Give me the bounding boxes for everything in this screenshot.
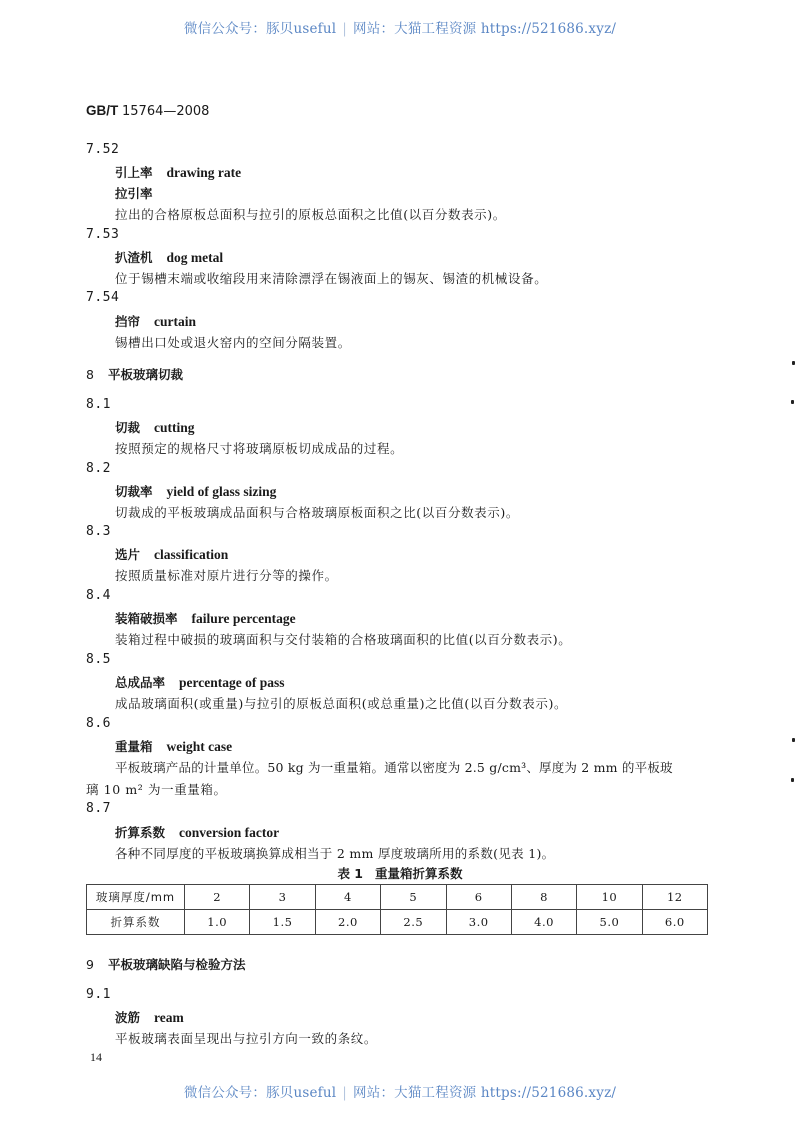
term-en: yield of glass sizing — [166, 484, 277, 499]
standard-prefix: GB/T — [86, 103, 119, 118]
watermark-website: 网站：大猫工程资源 https://521686.xyz/ — [353, 1085, 617, 1101]
table-cell: 3 — [250, 885, 315, 910]
term-zh: 装箱破损率 — [115, 611, 178, 626]
standard-number: 15764—2008 — [122, 104, 210, 119]
term-en: percentage of pass — [179, 675, 285, 690]
term-zh: 选片 — [115, 547, 141, 562]
clause-number: 8.1 — [86, 397, 111, 412]
term-heading — [115, 163, 241, 181]
term-zh: 切裁率 — [115, 484, 153, 499]
term-heading — [115, 823, 279, 841]
term-en: dog metal — [166, 250, 224, 265]
table-cell: 4 — [315, 885, 380, 910]
clause-number: 8.6 — [86, 716, 111, 731]
term-en: drawing rate — [166, 165, 242, 180]
table-cell: 5.0 — [577, 910, 642, 935]
term-definition: 锡槽出口处或退火窑内的空间分隔装置。 — [115, 335, 351, 350]
watermark-top — [0, 17, 800, 37]
table-cell: 5 — [381, 885, 446, 910]
term-definition: 按照预定的规格尺寸将玻璃原板切成成品的过程。 — [115, 441, 404, 456]
term-definition: 各种不同厚度的平板玻璃换算成相当于 2 mm 厚度玻璃所用的系数(见表 1)。 — [115, 846, 555, 861]
table-cell: 6 — [446, 885, 511, 910]
term-zh: 重量箱 — [115, 739, 153, 754]
watermark-wechat: 微信公众号：豚贝useful — [183, 1085, 337, 1101]
term-zh: 切裁 — [115, 420, 141, 435]
table-cell: 8 — [511, 885, 576, 910]
term-en: classification — [154, 547, 229, 562]
term-zh: 波筋 — [115, 1010, 141, 1025]
term-en: curtain — [154, 314, 197, 329]
table-cell: 2 — [185, 885, 250, 910]
term-en: cutting — [154, 420, 195, 435]
table-cell: 3.0 — [446, 910, 511, 935]
term-heading — [115, 737, 232, 755]
clause-number: 8.5 — [86, 652, 111, 667]
table-cell: 1.5 — [250, 910, 315, 935]
standard-header — [86, 103, 209, 119]
term-en: ream — [154, 1010, 184, 1025]
section-heading — [86, 955, 245, 973]
section-title: 平板玻璃切裁 — [107, 367, 183, 382]
table-cell: 1.0 — [185, 910, 250, 935]
table-cell: 2.0 — [315, 910, 380, 935]
table-row — [87, 885, 708, 910]
scan-speck — [791, 400, 794, 404]
section-number: 9 — [86, 957, 94, 972]
table-cell: 6.0 — [642, 910, 707, 935]
table-row — [87, 910, 708, 935]
scan-speck — [791, 778, 794, 782]
term-definition: 位于锡槽末端或收缩段用来清除漂浮在锡液面上的锡灰、锡渣的机械设备。 — [115, 271, 548, 286]
term-definition: 拉出的合格原板总面积与拉引的原板总面积之比值(以百分数表示)。 — [115, 207, 506, 222]
term-heading — [115, 609, 296, 627]
term-definition: 装箱过程中破损的玻璃面积与交付装箱的合格玻璃面积的比值(以百分数表示)。 — [115, 632, 572, 647]
term-heading — [115, 1008, 184, 1026]
clause-number: 8.3 — [86, 524, 111, 539]
table-label: 表 1 — [337, 866, 364, 881]
term-definition: 成品玻璃面积(或重量)与拉引的原板总面积(或总重量)之比值(以百分数表示)。 — [115, 696, 568, 711]
term-zh: 挡帘 — [115, 314, 141, 329]
term-definition: 切裁成的平板玻璃成品面积与合格玻璃原板面积之比(以百分数表示)。 — [115, 505, 519, 520]
term-zh: 折算系数 — [115, 825, 166, 840]
term-definition: 按照质量标准对原片进行分等的操作。 — [115, 568, 338, 583]
watermark-wechat: 微信公众号：豚贝useful — [183, 21, 337, 37]
term-definition: 平板玻璃表面呈现出与拉引方向一致的条纹。 — [115, 1031, 378, 1046]
term-zh: 引上率 — [115, 165, 153, 180]
section-number: 8 — [86, 367, 94, 382]
clause-number: 8.4 — [86, 588, 111, 603]
scan-speck — [792, 738, 795, 742]
scan-speck — [792, 361, 795, 365]
section-title: 平板玻璃缺陷与检验方法 — [107, 957, 246, 972]
term-heading — [115, 673, 285, 691]
clause-number: 7.53 — [86, 227, 120, 242]
term-definition: 平板玻璃产品的计量单位。50 kg 为一重量箱。通常以密度为 2.5 g/cm³、厚度为 2 mm 的平板玻 — [115, 760, 673, 775]
row-header: 折算系数 — [87, 910, 185, 935]
row-header: 玻璃厚度/mm — [87, 885, 185, 910]
term-heading — [115, 545, 228, 563]
clause-number: 7.54 — [86, 290, 120, 305]
page-number: 14 — [90, 1050, 102, 1064]
term-synonym: 拉引率 — [115, 186, 153, 201]
term-en: conversion factor — [179, 825, 280, 840]
table-title: 重量箱折算系数 — [375, 866, 463, 881]
term-definition-continued: 璃 10 m² 为一重量箱。 — [86, 782, 227, 797]
table-cell: 4.0 — [511, 910, 576, 935]
table-cell: 12 — [642, 885, 707, 910]
table-cell: 2.5 — [381, 910, 446, 935]
table-caption — [0, 864, 800, 882]
clause-number: 8.7 — [86, 801, 111, 816]
term-en: weight case — [166, 739, 233, 754]
term-heading — [115, 418, 195, 436]
watermark-website: 网站：大猫工程资源 https://521686.xyz/ — [353, 21, 617, 37]
term-zh: 总成品率 — [115, 675, 166, 690]
term-heading — [115, 482, 276, 500]
watermark-separator: | — [342, 21, 348, 37]
term-en: failure percentage — [191, 611, 296, 626]
term-heading — [115, 248, 223, 266]
clause-number: 7.52 — [86, 142, 120, 157]
section-heading — [86, 365, 183, 383]
clause-number: 8.2 — [86, 461, 111, 476]
clause-number: 9.1 — [86, 987, 111, 1002]
watermark-separator: | — [342, 1085, 348, 1101]
term-zh: 扒渣机 — [115, 250, 153, 265]
term-heading — [115, 312, 196, 330]
table-cell: 10 — [577, 885, 642, 910]
conversion-factor-table — [86, 884, 708, 935]
watermark-bottom — [0, 1081, 800, 1101]
